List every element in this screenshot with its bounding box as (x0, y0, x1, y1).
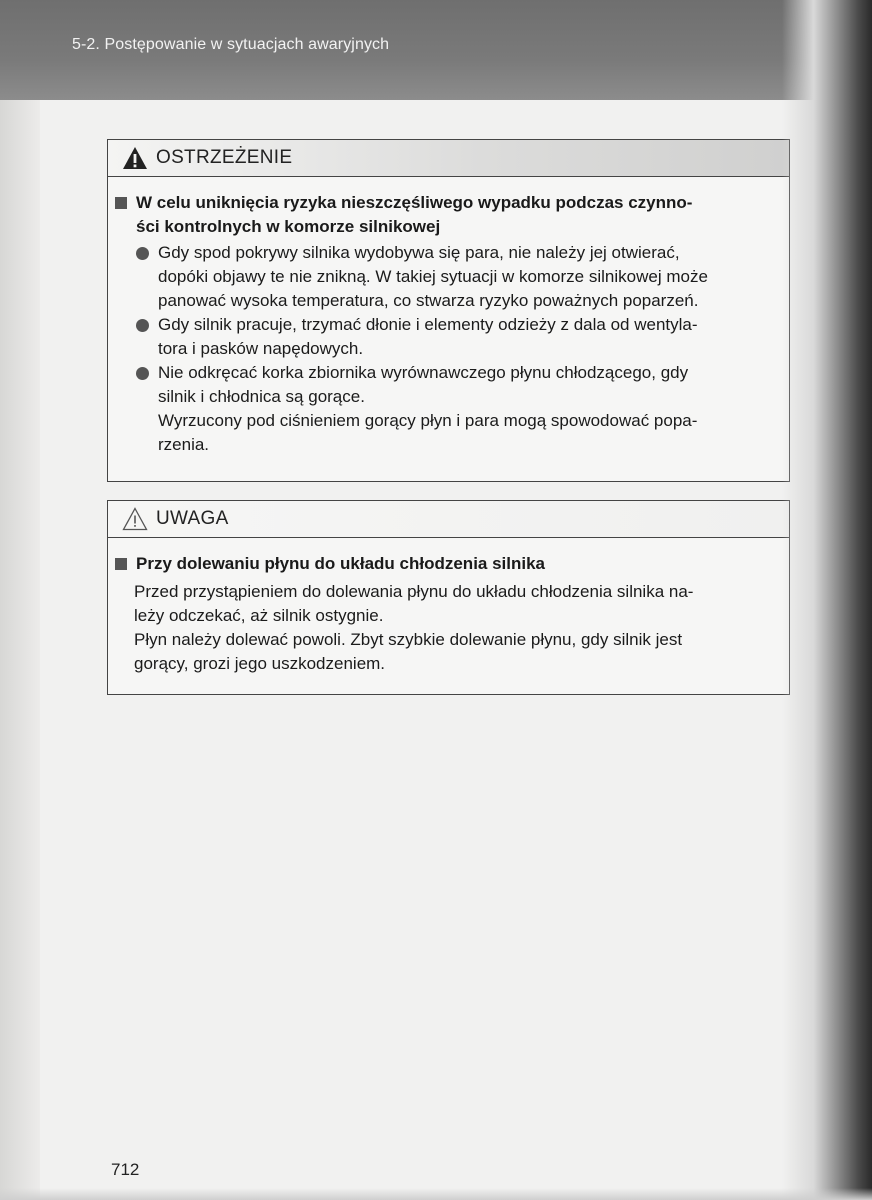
text-line: dopóki objawy te nie znikną. W takiej sytuacji w komorze silnikowej może (158, 267, 708, 286)
caution-box (107, 500, 790, 695)
text-line: Gdy spod pokrywy silnika wydobywa się para, nie należy jej otwierać, (158, 243, 680, 262)
text-line: Płyn należy dolewać powoli. Zbyt szybkie dolewanie płynu, gdy silnik jest (134, 630, 683, 649)
text-line: Wyrzucony pod ciśnieniem gorący płyn i para mogą spowodować popa- (158, 411, 698, 430)
warning-heading: OSTRZEŻENIE (156, 147, 293, 168)
warning-box-header (108, 140, 789, 177)
text-line: gorący, grozi jego uszkodzeniem. (134, 654, 386, 673)
warning-section-title-line: ści kontrolnych w komorze silnikowej (136, 217, 441, 236)
text-line: Nie odkręcać korka zbiornika wyrównawczego płynu chłodzącego, gdy (158, 363, 689, 382)
page-left-shadow (0, 100, 40, 1200)
warning-section-title (108, 191, 789, 239)
text-line: tora i pasków napędowych. (158, 339, 364, 358)
section-square-marker (115, 197, 127, 209)
caution-box-header (108, 501, 789, 538)
text-line: panować wysoka temperatura, co stwarza ryzyko poważnych poparzeń. (158, 291, 699, 310)
page-right-edge-shadow (782, 0, 872, 1200)
warning-bullet-item (108, 241, 789, 313)
caution-paragraph (108, 580, 789, 676)
text-line: Przed przystąpieniem do dolewania płynu do układu chłodzenia silnika na- (134, 582, 694, 601)
warning-section-title-line: W celu uniknięcia ryzyka nieszczęśliwego wypadku podczas czynno- (136, 193, 693, 212)
warning-bullet-item (108, 361, 789, 457)
warning-box (107, 139, 790, 482)
text-line: rzenia. (158, 435, 210, 454)
warning-triangle-icon (122, 146, 148, 170)
caution-triangle-icon (122, 507, 148, 531)
warning-bullet-item (108, 313, 789, 361)
text-line: Gdy silnik pracuje, trzymać dłonie i elementy odzieży z dala od wentyla- (158, 315, 698, 334)
page-bottom-edge (0, 1188, 872, 1200)
warning-bullet-list (108, 241, 789, 457)
caution-section-title-line: Przy dolewaniu płynu do układu chłodzenia silnika (136, 554, 546, 573)
caution-section-title (108, 552, 789, 576)
page-number: 712 (111, 1160, 140, 1179)
chapter-title: 5-2. Postępowanie w sytuacjach awaryjnych (72, 36, 390, 53)
chapter-header (0, 0, 872, 100)
section-square-marker (115, 558, 127, 570)
text-line: silnik i chłodnica są gorące. (158, 387, 365, 406)
bullet-dot (136, 247, 149, 260)
text-line: leży odczekać, aż silnik ostygnie. (134, 606, 384, 625)
bullet-dot (136, 367, 149, 380)
caution-heading: UWAGA (156, 508, 229, 529)
bullet-dot (136, 319, 149, 332)
